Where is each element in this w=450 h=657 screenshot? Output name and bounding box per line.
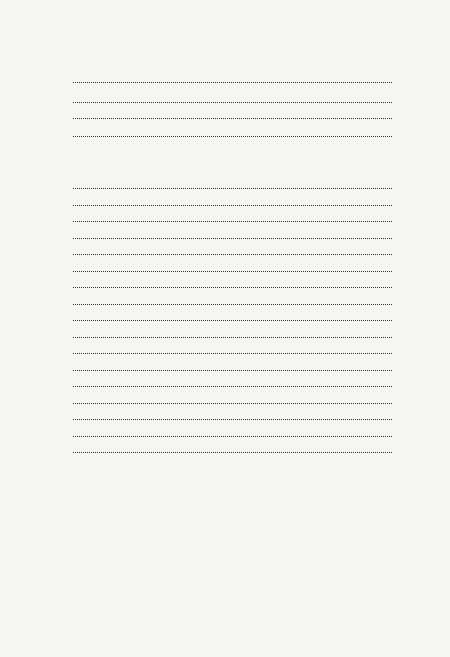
dot-leader [73,419,392,420]
dot-leader [73,353,392,354]
dot-leader [73,320,392,321]
dot-leader [73,452,392,453]
dot-leader [73,102,392,103]
toc-entry[interactable] [0,71,450,89]
dot-leader [73,304,392,305]
toc-entry[interactable] [0,125,450,143]
toc-entry[interactable] [0,276,450,294]
dot-leader [73,436,392,437]
dot-leader [73,403,392,404]
dot-leader [73,221,392,222]
dot-leader [73,337,392,338]
toc-entry[interactable] [0,107,450,125]
toc-entry[interactable] [0,243,450,261]
dot-leader [73,238,392,239]
toc-entry[interactable] [0,441,450,459]
section-heading [24,155,42,175]
dot-leader [73,271,392,272]
toc-entry[interactable] [0,342,450,360]
toc-entry[interactable] [0,177,450,195]
dot-leader [73,370,392,371]
toc-entry[interactable] [0,408,450,426]
dot-leader [73,188,392,189]
dot-leader [73,205,392,206]
toc-entry[interactable] [0,375,450,393]
dot-leader [73,118,392,119]
dot-leader [73,254,392,255]
dot-leader [73,82,392,83]
toc-entry[interactable] [0,210,450,228]
dot-leader [73,287,392,288]
dot-leader [73,136,392,137]
toc-entry[interactable] [0,309,450,327]
dot-leader [73,386,392,387]
